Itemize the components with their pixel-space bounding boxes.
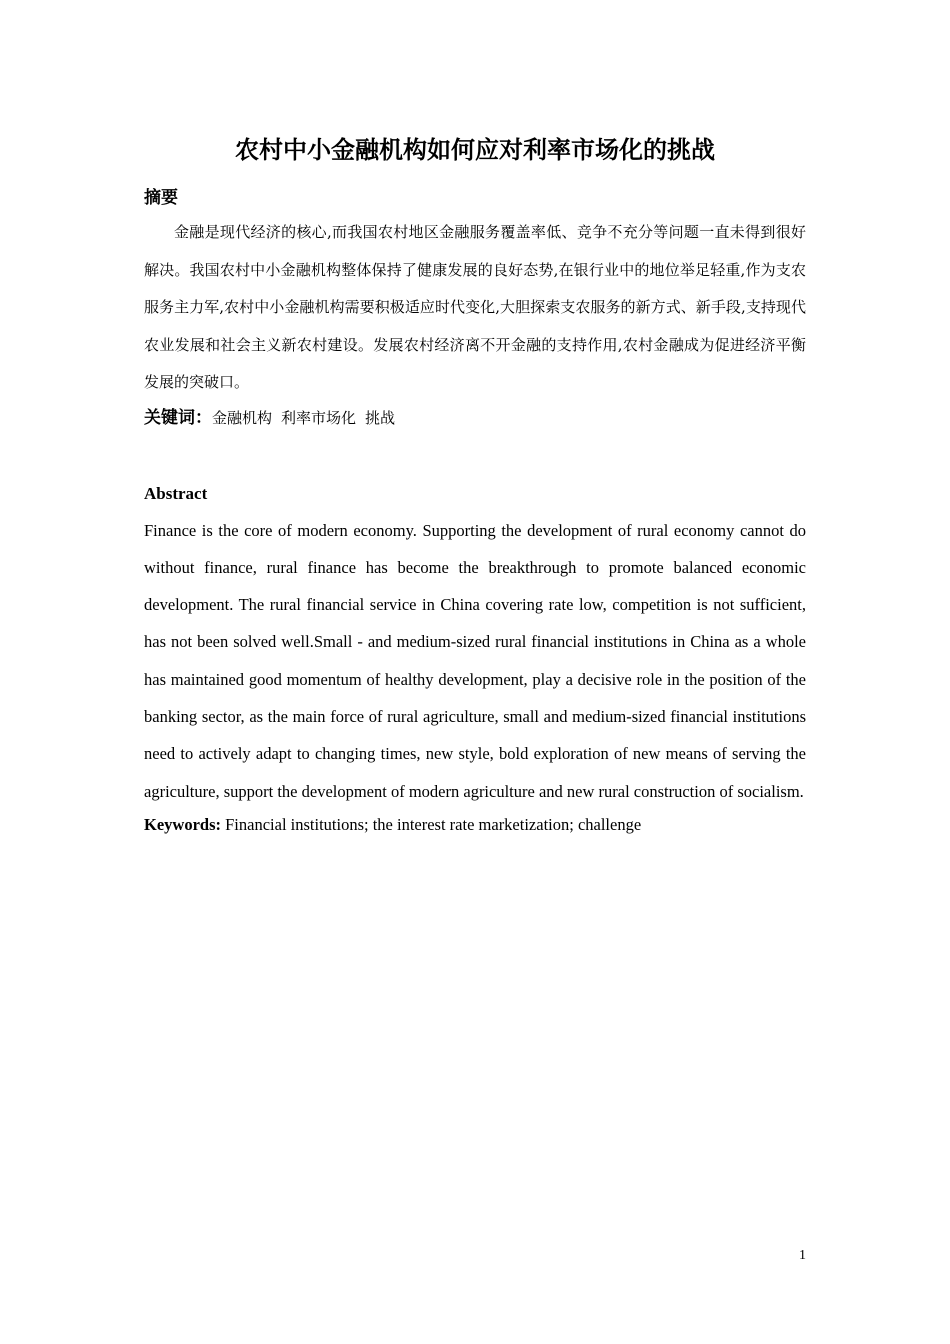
cn-abstract-text: 金融是现代经济的核心,而我国农村地区金融服务覆盖率低、竞争不充分等问题一直未得到很好解决。我国农村中小金融机构整体保持了健康发展的良好态势,在银行业中的地位举足轻重,作为支农服务主力军,农村中小金融机构需要积极适应时代变化,大胆探索支农服务的新方式、新手段,支持现代农业发展和社会主义新农村建设。发展农村经济离不开金融的支持作用,农村金融成为促进经济平衡发展的突破口。: [144, 223, 806, 391]
cn-keyword: 金融机构: [212, 408, 273, 427]
page-content: [144, 130, 806, 840]
en-keywords: [144, 810, 806, 840]
cn-keyword: 利率市场化: [281, 408, 357, 427]
paper-title: 农村中小金融机构如何应对利率市场化的挑战: [235, 136, 715, 164]
en-keywords-label: Keywords:: [144, 814, 221, 834]
en-abstract-heading: Abstract: [144, 483, 208, 503]
cn-keywords: [144, 402, 806, 434]
page-number: 1: [799, 1248, 806, 1263]
cn-keywords-label: 关键词：: [144, 407, 212, 428]
cn-keyword: 挑战: [365, 408, 396, 427]
en-keywords-text: Financial institutions; the interest rate marketization; challenge: [225, 814, 642, 834]
cn-abstract-heading: 摘要: [144, 188, 178, 208]
en-abstract-text: Finance is the core of modern economy. Supporting the development of rural economy cannot do without finance, rural finance has become the breakthrough to promote balanced economic development. The rural financial service in China covering rate low, competition is not sufficient, has not been solved well.Small - and medium-sized rural financial institutions in China as a whole has maintained good momentum of healthy development, play a decisive role in the position of the banking sector, as the main force of rural agriculture, small and medium-sized financial institutions need to actively adapt to changing times, new style, bold exploration of new means of serving the agriculture, support the development of modern agriculture and new rural construction of socialism.: [144, 520, 806, 801]
